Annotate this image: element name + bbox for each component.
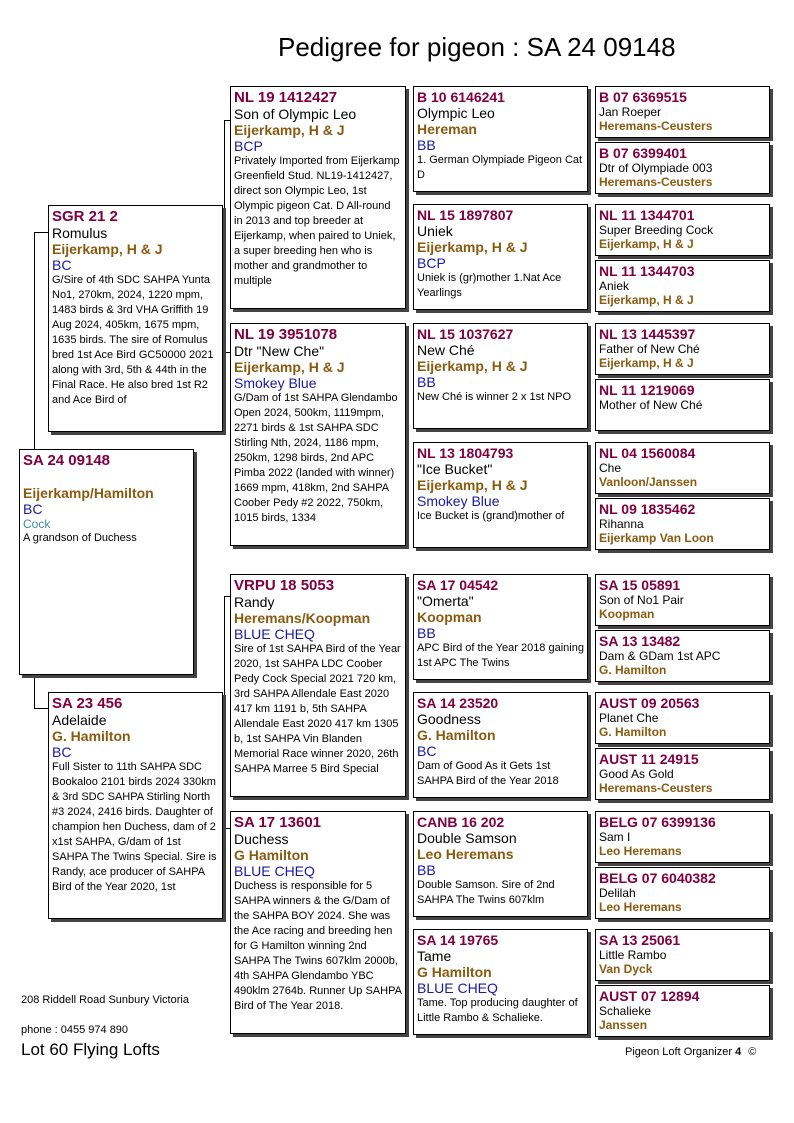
pigeon-name: "Ice Bucket" — [417, 461, 493, 477]
connector-line — [34, 676, 35, 708]
pigeon-name: Rihanna — [599, 517, 644, 531]
breeder: G. Hamilton — [599, 663, 667, 677]
color: BLUE CHEQ — [234, 863, 315, 879]
ancestor-card[interactable] — [595, 748, 770, 800]
pigeon-name: Duchess — [234, 831, 289, 847]
pigeon-name: Tame — [417, 948, 452, 964]
ring-number: SA 14 23520 — [417, 695, 499, 711]
breeder: Janssen — [599, 1018, 648, 1032]
notes: Double Samson. Sire of 2nd SAHPA The Twins 607klm — [417, 879, 555, 906]
ring-number: SA 13 25061 — [599, 932, 681, 948]
pigeon-name: Sam I — [599, 830, 631, 844]
color: BB — [417, 625, 436, 641]
ancestor-card[interactable] — [595, 867, 770, 919]
ancestor-card[interactable] — [595, 811, 770, 863]
breeder: Leo Heremans — [599, 844, 682, 858]
breeder: Hereman — [417, 121, 477, 137]
ring-number: SA 15 05891 — [599, 577, 681, 593]
breeder: Heremans-Ceusters — [599, 781, 713, 795]
ancestor-card[interactable] — [595, 86, 770, 138]
pigeon-name: Delilah — [599, 886, 636, 900]
ring-number: VRPU 18 5053 — [234, 577, 335, 594]
notes: Dam of Good As it Gets 1st SAHPA Bird of the Year 2018 — [417, 760, 559, 787]
breeder: Eijerkamp Van Loon — [599, 531, 714, 545]
ancestor-card[interactable] — [595, 985, 770, 1037]
notes: Privately Imported from Eijerkamp Greenfield Stud. NL19-1412427, direct son Olympic Leo, 1st Olympic pigeon Cat. D All-round in 2013 and top breeder at Eijerkamp, when paired to Uniek, a super breeding hen who is mother and grandmother to multiple — [234, 155, 400, 287]
pigeon-name: Olympic Leo — [417, 105, 495, 121]
notes: Tame. Top producing daughter of Little Rambo & Schalieke. — [417, 997, 578, 1024]
software-version: 4 — [735, 1046, 742, 1058]
ancestor-card[interactable] — [595, 142, 770, 194]
dam-card[interactable] — [48, 692, 223, 919]
ancestor-card[interactable] — [595, 204, 770, 256]
breeder: Van Dyck — [599, 962, 653, 976]
ring-number: NL 09 1835462 — [599, 501, 696, 517]
color: BC — [23, 501, 43, 517]
great-grandparent-card[interactable] — [413, 574, 588, 680]
ancestor-card[interactable] — [595, 323, 770, 375]
ring-number: AUST 11 24915 — [599, 751, 699, 767]
ring-number: NL 19 1412427 — [234, 89, 338, 106]
breeder: Heremans/Koopman — [234, 610, 371, 626]
color: BB — [417, 374, 436, 390]
connector-line — [224, 120, 225, 352]
pigeon-name: Goodness — [417, 711, 481, 727]
ancestor-card[interactable] — [595, 630, 770, 682]
ring-number: AUST 09 20563 — [599, 695, 700, 711]
pigeon-name: Super Breeding Cock — [599, 223, 714, 237]
software-name: Pigeon Loft Organizer — [625, 1046, 733, 1058]
notes: A grandson of Duchess — [23, 532, 137, 544]
ring-number: NL 11 1344703 — [599, 263, 695, 279]
subject-card[interactable] — [19, 449, 194, 675]
color: BB — [417, 862, 436, 878]
pigeon-name: Adelaide — [52, 712, 107, 728]
ring-number: SA 23 456 — [52, 695, 123, 712]
ring-number: NL 04 1560084 — [599, 445, 696, 461]
notes: Ice Bucket is (grand)mother of — [417, 510, 565, 522]
ring-number: BELG 07 6399136 — [599, 814, 716, 830]
great-grandparent-card[interactable] — [413, 323, 588, 429]
great-grandparent-card[interactable] — [413, 204, 588, 310]
connector-line — [224, 596, 225, 828]
ring-number: NL 13 1445397 — [599, 326, 696, 342]
breeder: Koopman — [599, 607, 655, 621]
pigeon-name: Jan Roeper — [599, 105, 662, 119]
ring-number: SA 13 13482 — [599, 633, 681, 649]
color: BC — [52, 744, 72, 760]
breeder: Heremans-Ceusters — [599, 119, 713, 133]
color: BC — [52, 257, 72, 273]
pigeon-name: Romulus — [52, 225, 108, 241]
breeder: Eijerkamp, H & J — [599, 293, 694, 307]
breeder: G Hamilton — [417, 964, 492, 980]
pigeon-name: "Omerta" — [417, 593, 474, 609]
ancestor-card[interactable] — [595, 498, 770, 550]
ancestor-card[interactable] — [595, 574, 770, 626]
pigeon-name: Son of No1 Pair — [599, 593, 684, 607]
ring-number: SGR 21 2 — [52, 208, 118, 225]
ancestor-card[interactable] — [595, 442, 770, 494]
connector-line — [34, 708, 48, 709]
ancestor-card[interactable] — [595, 929, 770, 981]
color: Smokey Blue — [417, 493, 500, 509]
breeder: Leo Heremans — [599, 900, 682, 914]
ring-number: NL 11 1219069 — [599, 382, 695, 398]
color: BCP — [417, 255, 446, 271]
grandparent-card[interactable] — [230, 574, 406, 797]
ring-number: BELG 07 6040382 — [599, 870, 716, 886]
page-title: Pedigree for pigeon : SA 24 09148 — [278, 32, 676, 62]
pigeon-name: Dtr "New Che" — [234, 343, 325, 359]
sex: Cock — [23, 517, 51, 531]
great-grandparent-card[interactable] — [413, 86, 588, 192]
loft-name: Lot 60 Flying Lofts — [21, 1040, 160, 1059]
connector-line — [34, 232, 48, 233]
pigeon-name: Randy — [234, 594, 275, 610]
ring-number: SA 17 13601 — [234, 814, 322, 831]
breeder: Leo Heremans — [417, 846, 514, 862]
color: BB — [417, 137, 436, 153]
notes: Full Sister to 11th SAHPA SDC Bookaloo 2101 birds 2024 330km & 3rd SDC SAHPA Stirling North #3 2024, 2416 birds. Daughter of champion hen Duchess, dam of 2 x1st SAHPA, G/dam of 1st SAHPA The Twins Special. Sire is Randy, ace producer of SAHPA Bird of the Year 2020, 1st — [52, 761, 217, 893]
notes: G/Dam of 1st SAHPA Glendambo Open 2024, 500km, 1119mpm, 2271 birds & 1st SAHPA SDC Stirling Nth, 2024, 1186 mpm, 250km, 1298 birds, 2nd APC Pimba 2022 (landed with winner) 1669 mpm, 418km, 2nd SAHPA Coober Pedy #2 2022, 750km, 1015 birds, 1334 — [234, 392, 398, 524]
ancestor-card[interactable] — [595, 379, 770, 431]
great-grandparent-card[interactable] — [413, 442, 588, 548]
sire-card[interactable] — [48, 205, 223, 432]
breeder: Eijerkamp, H & J — [417, 239, 528, 255]
breeder: Eijerkamp, H & J — [234, 122, 345, 138]
pigeon-name: Father of New Ché — [599, 342, 700, 356]
ring-number: NL 15 1897807 — [417, 207, 514, 223]
notes: APC Bird of the Year 2018 gaining 1st APC The Twins — [417, 642, 584, 669]
ring-number: B 10 6146241 — [417, 89, 505, 105]
pigeon-name: Good As Gold — [599, 767, 674, 781]
breeder: Koopman — [417, 609, 482, 625]
ring-number: NL 13 1804793 — [417, 445, 514, 461]
grandparent-card[interactable] — [230, 323, 406, 546]
pigeon-name: Double Samson — [417, 830, 517, 846]
breeder: G. Hamilton — [52, 728, 131, 744]
great-grandparent-card[interactable] — [413, 811, 588, 917]
pigeon-name: Uniek — [417, 223, 453, 239]
breeder: Eijerkamp/Hamilton — [23, 485, 154, 501]
color: BC — [417, 743, 437, 759]
connector-line — [34, 232, 35, 450]
ring-number: SA 14 19765 — [417, 932, 499, 948]
software-credit — [625, 1046, 756, 1058]
notes: Duchess is responsible for 5 SAHPA winners & the G/Dam of the SAHPA BOY 2024. She was the Ace racing and breeding hen for G Hamilton winning 2nd SAHPA The Twins 607klm 2000b, 4th SAHPA Glendambo YBC 490klm 2764b. Runner Up SAHPA Bird of The Year 2018. — [234, 880, 402, 1012]
pigeon-name: Schalieke — [599, 1004, 652, 1018]
breeder: Eijerkamp, H & J — [599, 356, 694, 370]
grandparent-card[interactable] — [230, 86, 406, 309]
breeder: Heremans-Ceusters — [599, 175, 713, 189]
ring-number: AUST 07 12894 — [599, 988, 700, 1004]
ring-number: SA 17 04542 — [417, 577, 499, 593]
breeder: Eijerkamp, H & J — [417, 358, 528, 374]
color: BLUE CHEQ — [417, 980, 498, 996]
pigeon-name: Mother of New Ché — [599, 398, 703, 412]
pigeon-name: Che — [599, 461, 622, 475]
pigeon-name: Dam & GDam 1st APC — [599, 649, 721, 663]
notes: New Ché is winner 2 x 1st NPO — [417, 391, 572, 403]
breeder: G Hamilton — [234, 847, 309, 863]
ring-number: NL 15 1037627 — [417, 326, 514, 342]
ring-number: SA 24 09148 — [23, 452, 111, 469]
pigeon-name: Son of Olympic Leo — [234, 106, 357, 122]
ring-number: B 07 6399401 — [599, 145, 687, 161]
pigeon-name: Aniek — [599, 279, 630, 293]
owner-address: 208 Riddell Road Sunbury Victoria — [21, 994, 189, 1006]
grandparent-card[interactable] — [230, 811, 406, 1034]
breeder: Eijerkamp, H & J — [234, 359, 345, 375]
pigeon-name — [23, 469, 190, 485]
pigeon-name: Planet Che — [599, 711, 659, 725]
notes: 1. German Olympiade Pigeon Cat D — [417, 154, 583, 181]
color: BCP — [234, 138, 263, 154]
breeder: G. Hamilton — [599, 725, 667, 739]
notes: Sire of 1st SAHPA Bird of the Year 2020, 1st SAHPA LDC Coober Pedy Cock Special 2021 720 km, 3rd SAHPA Allendale East 2020 417 km 1191 b, 5th SAHPA Allendale East 2020 417 km 1305 b, 1st SAHPA Vin Blanden Memorial Race winner 2020, 26th SAHPA Marree 5 Bird Special — [234, 643, 401, 775]
pigeon-name: Little Rambo — [599, 948, 667, 962]
ancestor-card[interactable] — [595, 260, 770, 312]
owner-phone: phone : 0455 974 890 — [21, 1024, 129, 1036]
ancestor-card[interactable] — [595, 692, 770, 744]
ring-number: CANB 16 202 — [417, 814, 505, 830]
pigeon-name: Dtr of Olympiade 003 — [599, 161, 713, 175]
ring-number: NL 19 3951078 — [234, 326, 338, 343]
great-grandparent-card[interactable] — [413, 692, 588, 798]
breeder: G. Hamilton — [417, 727, 496, 743]
color: BLUE CHEQ — [234, 626, 315, 642]
breeder: Vanloon/Janssen — [599, 475, 698, 489]
ring-number: NL 11 1344701 — [599, 207, 695, 223]
copyright-symbol: © — [748, 1046, 757, 1058]
ring-number: B 07 6369515 — [599, 89, 687, 105]
color: Smokey Blue — [234, 375, 317, 391]
breeder: Eijerkamp, H & J — [599, 237, 694, 251]
great-grandparent-card[interactable] — [413, 929, 588, 1035]
pigeon-name: New Ché — [417, 342, 475, 358]
breeder: Eijerkamp, H & J — [52, 241, 163, 257]
notes: G/Sire of 4th SDC SAHPA Yunta No1, 270km, 2024, 1220 mpm, 1483 birds & 3rd VHA Griffith 19 Aug 2024, 405km, 1675 mpm, 1635 birds. The sire of Romulus bred 1st Ace Bird GC50000 2021 along with 3rd, 5th & 44th in the Final Race. He also bred 1st R2 and Ace Bird of — [52, 274, 214, 406]
breeder: Eijerkamp, H & J — [417, 477, 528, 493]
notes: Uniek is (gr)mother 1.Nat Ace Yearlings — [417, 272, 562, 299]
